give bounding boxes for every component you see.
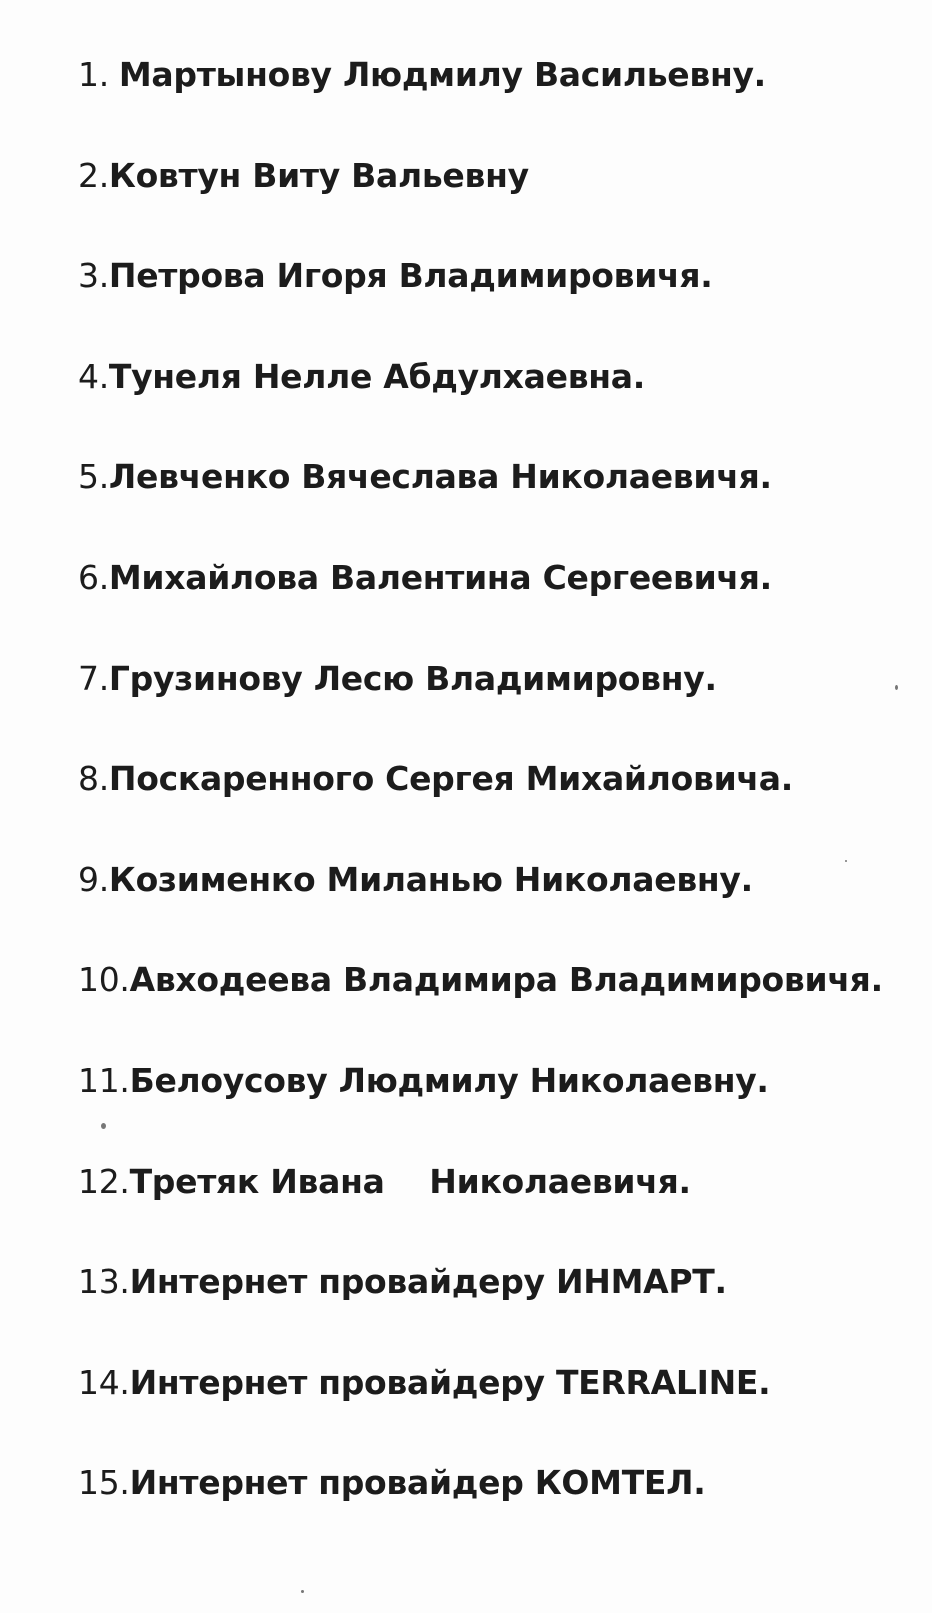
list-item (78, 448, 918, 549)
scan-speck (101, 1123, 106, 1129)
scan-speck (301, 1590, 304, 1593)
scan-speck (895, 685, 898, 690)
item-number: 14. (78, 1362, 130, 1402)
list-item (78, 750, 918, 851)
item-text: Авходеева Владимира Владимировичя. (129, 960, 883, 1000)
item-text: Интернет провайдеру ИНМАРТ. (129, 1262, 727, 1302)
scan-speck (845, 860, 847, 862)
item-number: 3. (78, 256, 109, 296)
item-number: 1. (78, 55, 109, 94)
item-number: 4. (78, 356, 109, 396)
item-text: Белоусову Людмилу Николаевну. (129, 1060, 769, 1100)
item-number: 11. (78, 1060, 130, 1100)
item-text: Грузинову Лесю Владимировну. (108, 658, 717, 698)
list-item (78, 851, 918, 952)
item-text: Ковтун Виту Вальевну (108, 155, 529, 195)
item-number: 12. (78, 1161, 130, 1201)
list-item (78, 549, 918, 650)
list-item (78, 1052, 918, 1153)
recipient-list (78, 46, 918, 1555)
item-text: Козименко Миланью Николаевну. (108, 859, 753, 899)
list-item (78, 951, 918, 1052)
item-number: 5. (78, 457, 109, 497)
list-item (78, 650, 918, 751)
item-number: 7. (78, 658, 109, 698)
list-item (78, 1253, 918, 1354)
list-item (78, 46, 918, 147)
list-item (78, 247, 918, 348)
item-number: 9. (78, 859, 109, 899)
item-number: 8. (78, 759, 109, 799)
item-number: 13. (78, 1262, 130, 1302)
item-number: 10. (78, 960, 130, 1000)
item-text: Мартынову Людмилу Васильевну. (118, 55, 766, 94)
item-text: Левченко Вячеслава Николаевичя. (108, 457, 772, 497)
list-item (78, 147, 918, 248)
list-item (78, 1153, 918, 1254)
item-number: 6. (78, 557, 109, 597)
item-text: Тунеля Нелле Абдулхаевна. (108, 356, 645, 396)
item-text: Интернет провайдер КОМТЕЛ. (129, 1463, 706, 1503)
item-text: Петрова Игоря Владимировичя. (108, 256, 713, 296)
item-text: Поскаренного Сергея Михайловича. (108, 759, 793, 799)
item-text: Интернет провайдеру TERRALINE. (129, 1362, 771, 1402)
item-number: 15. (78, 1463, 130, 1503)
list-item (78, 1354, 918, 1455)
list-item (78, 348, 918, 449)
item-number: 2. (78, 155, 109, 195)
item-text: Михайлова Валентина Сергеевичя. (108, 557, 772, 597)
item-text: Третяк Ивана Николаевичя. (129, 1161, 691, 1201)
list-item (78, 1454, 918, 1555)
